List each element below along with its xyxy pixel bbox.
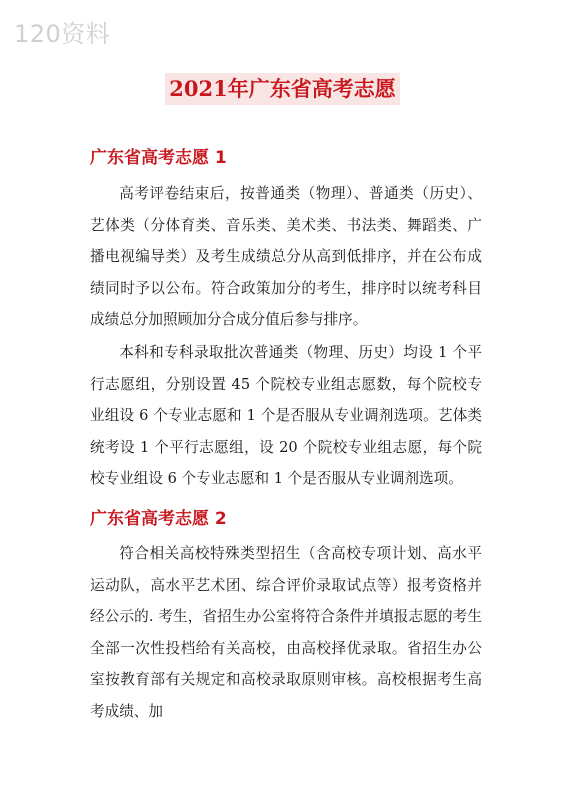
title-container (0, 73, 565, 105)
section-2-paragraph-1: 符合相关高校特殊类型招生（含高校专项计划、高水平运动队，高水平艺术团、综合评价录取试点等）报考资格并经公示的. 考生，省招生办公室将符合条件并填报志愿的考生全部一次性投档给有关高校，由高校择优录取。省招生办公室按教育部有关规定和高校录取原则审核。高校根据考生高考成绩、加 (90, 545, 482, 720)
section-1-paragraph-2: 本科和专科录取批次普通类（物理、历史）均设 1 个平行志愿组，分别设置 45 个院校专业组志愿数，每个院校专业组设 6 个专业志愿和 1 个是否服从专业调剂选项。艺体类统考设 1 个平行志愿组，设 20 个院校专业组志愿，每个院校专业组设 6 个专业志愿和 1 个是否服从专业调剂选项。 (90, 344, 482, 487)
document-title: 2021年广东省高考志愿 (165, 73, 399, 105)
section-1-paragraph-1: 高考评卷结束后，按普通类（物理）、普通类（历史）、艺体类（分体育类、音乐类、美术类、书法类、舞蹈类、广播电视编导类）及考生成绩总分从高到低排序，并在公布成绩同时予以公布。符合政策加分的考生，排序时以统考科目成绩总分加照顾加分合成分值后参与排序。 (90, 185, 482, 328)
watermark-logo: 120资料 (14, 20, 111, 48)
section-heading-2: 广东省高考志愿 2 (90, 509, 227, 529)
section-heading-1: 广东省高考志愿 1 (90, 148, 227, 168)
